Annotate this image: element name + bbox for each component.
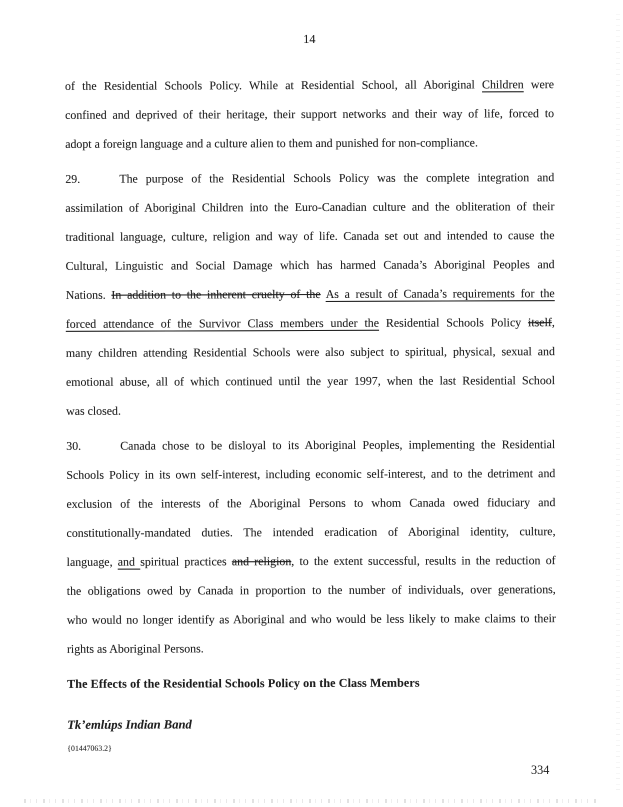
text-segment: adopt a foreign language and a culture alien to them and punished for non-compliance. [65, 135, 478, 151]
text-segment: exclusion of the interests of the Aboriginal Persons to whom Canada owed fiduciary and [66, 495, 556, 511]
doc-line [66, 366, 555, 397]
paragraph-number: 30. [66, 438, 82, 453]
page-number-top: 14 [303, 31, 316, 47]
document-body [65, 70, 556, 664]
paragraph-number: 29. [65, 171, 81, 186]
struck-text: In addition to the inherent cruelty of the [111, 286, 321, 302]
text-segment: of the Residential Schools Policy. While at Residential School, all Aboriginal [64, 77, 483, 93]
scan-noise-strip-bottom [24, 799, 599, 803]
text-segment: were [523, 77, 555, 92]
doc-line [66, 337, 555, 368]
doc-line [65, 221, 554, 252]
doc-line [65, 70, 554, 101]
text-segment: the obligations owed by Canada in proportion to the number of individuals, over generations, [66, 582, 556, 598]
doc-line [66, 430, 555, 461]
text-segment: rights as Aboriginal Persons. [66, 641, 204, 656]
text-segment: confined and deprived of their heritage, their support networks and their way of life, forced to [65, 106, 555, 122]
doc-line [65, 192, 554, 223]
text-segment: assimilation of Aboriginal Children into the Euro-Canadian culture and the obliteration of their [65, 199, 555, 215]
text-segment: spiritual practices [140, 554, 232, 569]
doc-line [67, 604, 556, 635]
doc-line [66, 488, 555, 519]
text-segment: was closed. [66, 403, 121, 418]
struck-text: and religion [231, 554, 292, 569]
doc-line [67, 633, 556, 664]
page-number-bottom: 334 [531, 763, 550, 777]
paragraph [66, 430, 556, 664]
underlined-text: Children [482, 77, 524, 92]
text-segment: Nations. [65, 287, 112, 302]
text-segment: emotional abuse, all of which continued until the year 1997, when the last Residential School [65, 373, 556, 389]
underlined-text: forced attendance of the Survivor Class members under the [65, 315, 380, 331]
doc-line [66, 517, 555, 548]
doc-line [65, 128, 554, 159]
text-segment: language, [66, 554, 118, 569]
doc-control-number: {01447063.2} [67, 743, 112, 753]
underlined-text: As a result of Canada’s requirements for the [325, 286, 555, 301]
underlined-text: and [117, 554, 141, 569]
text-segment: Cultural, Linguistic and Social Damage which has harmed Canada’s Aboriginal Peoples and [65, 257, 555, 273]
subsection-heading-band-name: Tk’emlúps Indian Band [67, 717, 192, 732]
text-segment: Residential Schools Policy [378, 315, 529, 330]
scan-noise-strip-right [616, 10, 620, 790]
text-segment: Schools Policy in its own self-interest, including economic self-interest, and to the detriment and [66, 466, 556, 482]
text-segment: who would no longer identify as Aboriginal and who would be less likely to make claims to their [66, 611, 556, 627]
struck-text: itself [528, 315, 552, 330]
paragraph [65, 163, 555, 426]
document-content [65, 0, 557, 755]
text-segment: traditional language, culture, religion and way of life. Canada set out and intended to cause the [65, 228, 555, 244]
text-segment: The purpose of the Residential Schools Policy was the complete integration and [119, 170, 555, 186]
doc-line [66, 308, 555, 339]
doc-line [66, 459, 555, 490]
text-segment: Canada chose to be disloyal to its Aboriginal Peoples, implementing the Residential [120, 437, 556, 453]
doc-line [65, 99, 554, 130]
text-segment: , to the extent successful, results in the reduction of [291, 553, 556, 569]
doc-line [67, 575, 556, 606]
doc-line [65, 163, 554, 194]
doc-line [66, 279, 555, 310]
text-segment: , [551, 315, 555, 330]
text-segment: constitutionally-mandated duties. The intended eradication of Aboriginal identity, culture, [66, 524, 556, 540]
text-segment: many children attending Residential Schools were also subject to spiritual, physical, sexual and [65, 344, 555, 360]
doc-line [67, 546, 556, 577]
section-heading: The Effects of the Residential Schools Policy on the Class Members [67, 675, 420, 691]
paragraph [65, 70, 554, 159]
doc-line [66, 250, 555, 281]
doc-line [66, 395, 555, 426]
